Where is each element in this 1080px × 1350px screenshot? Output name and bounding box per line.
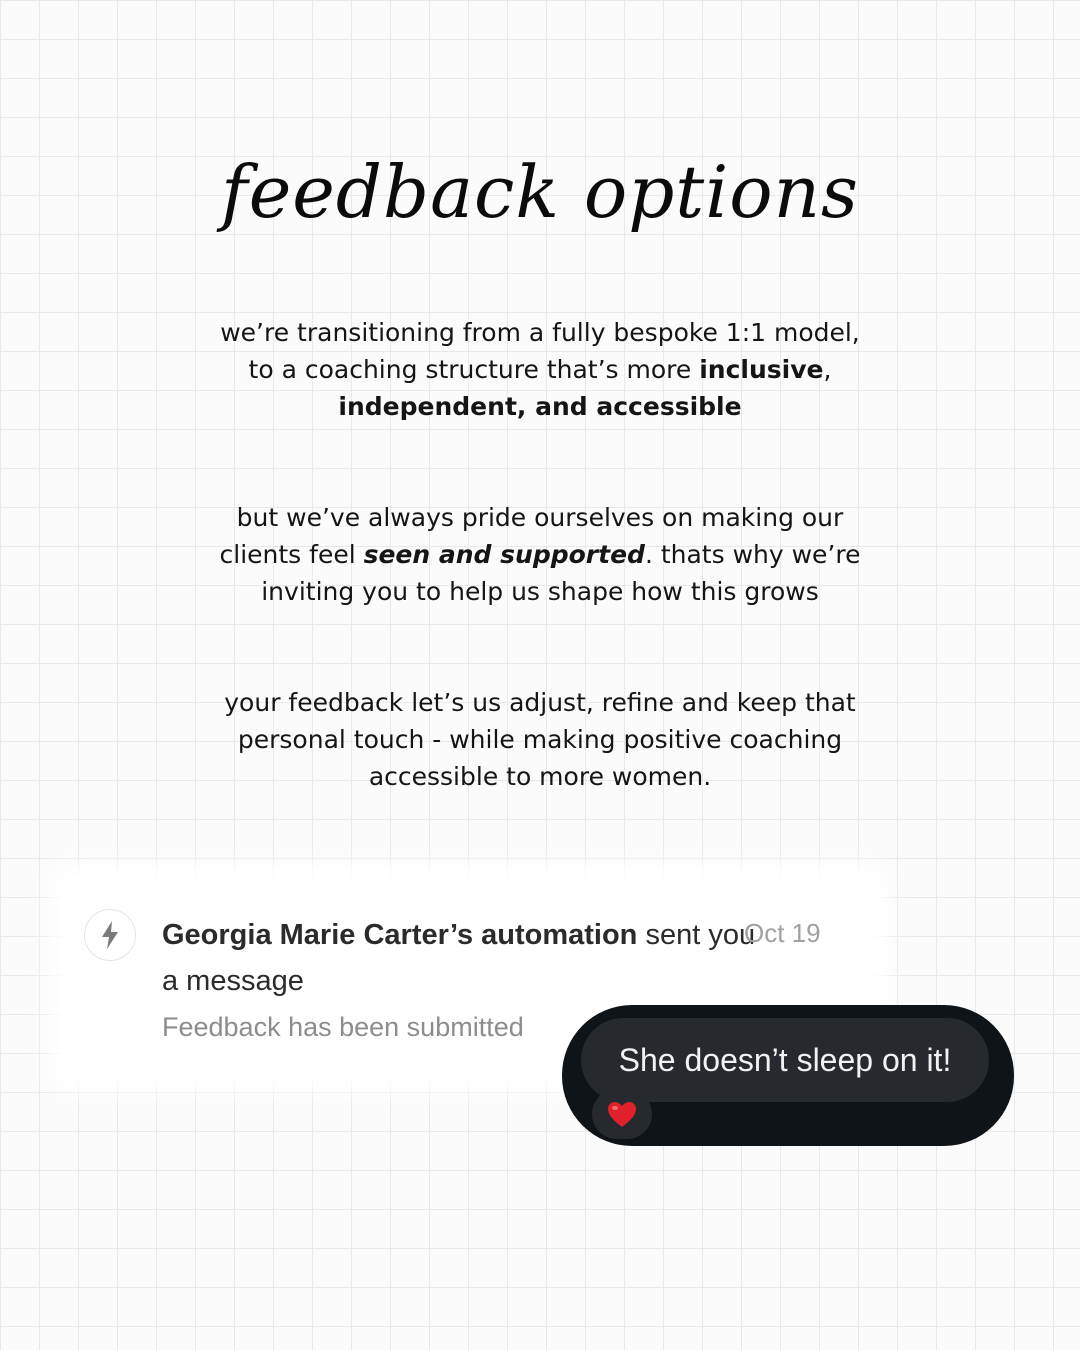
supported-paragraph (190, 499, 890, 610)
supported-line-3: inviting you to help us shape how this grows (261, 577, 819, 606)
heart-reaction-icon[interactable] (592, 1089, 652, 1139)
notification-date: Oct 19 (744, 918, 821, 948)
feedback-line-3: accessible to more women. (368, 762, 712, 791)
supported-line-2-end: . thats why we’re (644, 540, 861, 569)
chat-bubble-text: She doesn’t sleep on it! (581, 1018, 989, 1102)
supported-emphasis: seen and supported (363, 540, 645, 569)
intro-paragraph (190, 314, 890, 425)
notification-sender: Georgia Marie Carter’s automation (162, 919, 638, 951)
feedback-line-1: your feedback let’s us adjust, refine and keep that (224, 688, 856, 717)
notification-action: sent you a message (162, 919, 756, 997)
supported-line-1: but we’ve always pride ourselves on making our (236, 503, 844, 532)
chat-message[interactable] (562, 1005, 1014, 1146)
lightning-icon (84, 909, 136, 961)
intro-bold-inclusive: inclusive (699, 355, 824, 384)
notification-message: Feedback has been submitted (162, 1012, 524, 1042)
feedback-line-2: personal touch - while making positive coaching (237, 725, 843, 754)
notification-title (162, 912, 762, 1004)
intro-line-2-end: , (823, 355, 832, 384)
intro-line-1: we’re transitioning from a fully bespoke 1:1 model, (220, 318, 860, 347)
supported-line-2: clients feel (219, 540, 364, 569)
intro-line-3: independent, and accessible (338, 392, 742, 421)
page-title: feedback options (221, 150, 859, 234)
intro-line-2: to a coaching structure that’s more (248, 355, 700, 384)
feedback-paragraph (190, 684, 890, 795)
